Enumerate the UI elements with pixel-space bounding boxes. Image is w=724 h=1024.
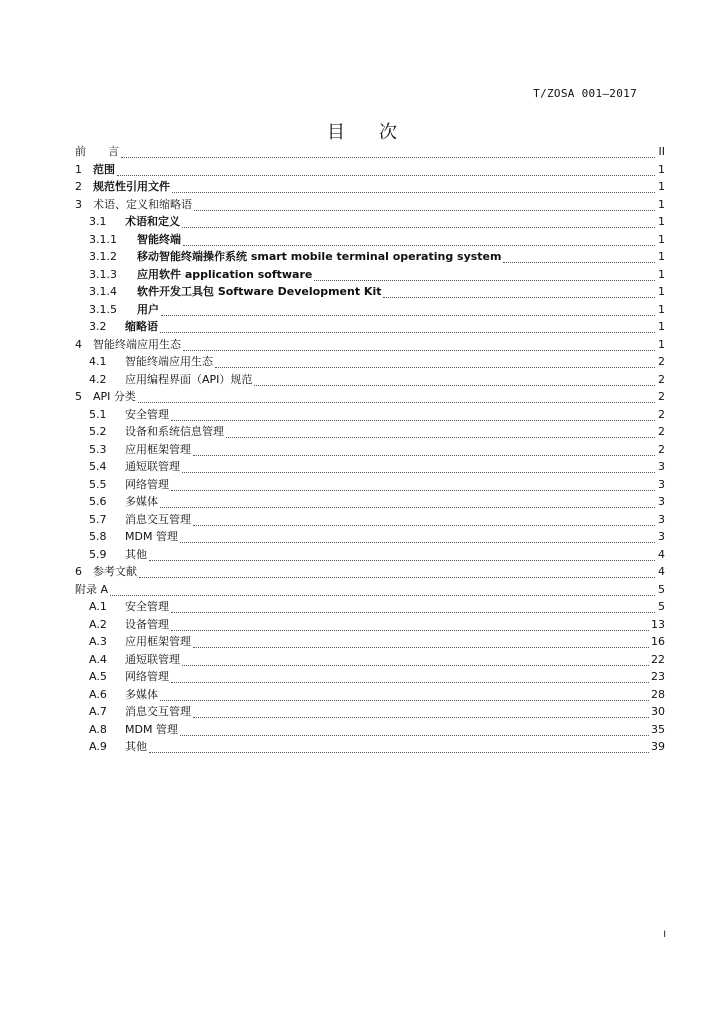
toc-entry-title: 智能终端应用生态 — [125, 355, 213, 368]
toc-leader-dots — [110, 587, 655, 596]
toc-leader-dots — [193, 517, 655, 526]
toc-entry-number: A.4 — [89, 652, 107, 666]
toc-entry-number: 4.1 — [89, 355, 107, 368]
toc-entry-number: A.9 — [89, 740, 107, 753]
toc-leader-dots — [121, 149, 655, 158]
toc-leader-dots — [183, 342, 655, 351]
toc-leader-dots — [171, 674, 649, 683]
toc-leader-dots — [194, 202, 655, 211]
toc-entry-page: II — [658, 145, 665, 158]
toc-entry-title: 消息交互管理 — [125, 705, 191, 718]
toc-entry-page: 5 — [658, 600, 665, 613]
toc-leader-dots — [160, 692, 649, 701]
toc-entry-number: 5.1 — [89, 407, 107, 421]
toc-entry-number: A.1 — [89, 600, 107, 613]
toc-entry-number: 5.7 — [89, 512, 107, 526]
toc-entry[interactable] — [75, 388, 665, 406]
page-number: I — [663, 930, 666, 940]
toc-leader-dots — [171, 412, 655, 421]
toc-entry-title: 参考文献 — [93, 565, 137, 578]
toc-entry[interactable] — [75, 651, 665, 669]
toc-entry-title: 软件开发工具包 Software Development Kit — [137, 285, 382, 298]
toc-entry-page: 23 — [651, 670, 665, 683]
toc-leader-dots — [503, 254, 655, 263]
toc-entry-page: 1 — [658, 337, 665, 351]
toc-entry-page: 1 — [658, 180, 665, 193]
toc-entry-number: A.2 — [89, 617, 107, 631]
table-of-contents — [75, 143, 665, 756]
toc-entry-page: 22 — [651, 652, 665, 666]
toc-entry-number: 3.1.4 — [89, 285, 117, 298]
toc-entry[interactable] — [75, 178, 665, 196]
toc-entry[interactable] — [75, 493, 665, 511]
toc-entry-number: 5.4 — [89, 460, 107, 473]
toc-leader-dots — [171, 482, 655, 491]
toc-leader-dots — [149, 552, 655, 561]
toc-entry-title: API 分类 — [93, 390, 136, 403]
toc-entry-page: 3 — [658, 460, 665, 473]
toc-entry[interactable] — [75, 353, 665, 371]
toc-entry-page: 1 — [658, 302, 665, 316]
toc-entry-number: A.8 — [89, 722, 107, 736]
toc-entry[interactable] — [75, 371, 665, 389]
toc-entry-title: 安全管理 — [125, 407, 169, 421]
toc-entry-page: 3 — [658, 477, 665, 491]
toc-entry-title: 术语和定义 — [125, 215, 180, 228]
toc-entry-number: 3.1 — [89, 215, 107, 228]
toc-entry[interactable] — [75, 703, 665, 721]
toc-leader-dots — [226, 429, 655, 438]
toc-entry[interactable] — [75, 528, 665, 546]
toc-leader-dots — [117, 167, 655, 176]
toc-entry-page: 1 — [658, 285, 665, 298]
toc-entry-page: 1 — [658, 215, 665, 228]
toc-entry[interactable] — [75, 248, 665, 266]
toc-leader-dots — [182, 219, 655, 228]
toc-entry-title: 网络管理 — [125, 477, 169, 491]
toc-leader-dots — [149, 744, 649, 753]
toc-leader-dots — [193, 709, 649, 718]
toc-entry-page: 1 — [658, 267, 665, 281]
toc-entry[interactable] — [75, 336, 665, 354]
toc-entry[interactable] — [75, 213, 665, 231]
toc-entry-page: 5 — [658, 582, 665, 596]
toc-entry[interactable] — [75, 423, 665, 441]
toc-leader-dots — [138, 394, 655, 403]
toc-entry-title: 应用框架管理 — [125, 635, 191, 648]
toc-entry-number: 3.1.2 — [89, 250, 117, 263]
toc-entry-title: 消息交互管理 — [125, 512, 191, 526]
toc-leader-dots — [215, 359, 655, 368]
toc-entry[interactable] — [75, 581, 665, 599]
toc-leader-dots — [314, 272, 655, 281]
toc-leader-dots — [171, 604, 655, 613]
toc-entry-title: 应用软件 application software — [137, 267, 313, 281]
toc-entry-page: 2 — [658, 390, 665, 403]
toc-entry[interactable] — [75, 598, 665, 616]
toc-entry-number: 4 — [75, 337, 82, 351]
toc-entry-number: 3 — [75, 197, 82, 211]
toc-entry-page: 13 — [651, 617, 665, 631]
toc-leader-dots — [160, 499, 655, 508]
toc-entry-page: 2 — [658, 407, 665, 421]
toc-entry-title: 其他 — [125, 740, 147, 753]
toc-entry-page: 3 — [658, 530, 665, 543]
toc-entry[interactable] — [75, 546, 665, 564]
toc-entry-page: 2 — [658, 372, 665, 386]
toc-entry-page: 1 — [658, 197, 665, 211]
toc-leader-dots — [171, 622, 649, 631]
toc-entry-page: 1 — [658, 162, 665, 176]
toc-entry-title: 通短联管理 — [125, 460, 180, 473]
toc-leader-dots — [193, 447, 655, 456]
toc-entry[interactable] — [75, 161, 665, 179]
toc-entry[interactable] — [75, 458, 665, 476]
toc-leader-dots — [183, 237, 655, 246]
toc-entry[interactable] — [75, 301, 665, 319]
toc-entry-title: 应用框架管理 — [125, 442, 191, 456]
toc-entry-page: 2 — [658, 442, 665, 456]
toc-entry-number: 5.6 — [89, 495, 107, 508]
toc-entry-page: 35 — [651, 722, 665, 736]
document-code: T/ZOSA 001—2017 — [533, 87, 637, 100]
toc-entry-page: 3 — [658, 495, 665, 508]
toc-leader-dots — [180, 534, 655, 543]
toc-entry-title: 多媒体 — [125, 495, 158, 508]
toc-entry-page: 1 — [658, 250, 665, 263]
toc-entry-title: 附录 A — [75, 582, 109, 596]
toc-entry-title: 范围 — [93, 162, 115, 176]
toc-entry-title: 通短联管理 — [125, 652, 180, 666]
toc-entry[interactable] — [75, 721, 665, 739]
toc-leader-dots — [182, 464, 655, 473]
toc-leader-dots — [180, 727, 649, 736]
toc-entry-title: 缩略语 — [125, 320, 158, 333]
toc-entry-page: 39 — [651, 740, 665, 753]
toc-entry-page: 16 — [651, 635, 665, 648]
toc-entry-title: 用户 — [137, 302, 159, 316]
toc-leader-dots — [160, 324, 655, 333]
toc-entry[interactable] — [75, 686, 665, 704]
toc-entry-page: 1 — [658, 232, 665, 246]
toc-leader-dots — [383, 289, 655, 298]
toc-entry-number: 5 — [75, 390, 82, 403]
toc-entry-number: 4.2 — [89, 372, 107, 386]
toc-entry-title: 规范性引用文件 — [93, 180, 170, 193]
toc-entry[interactable] — [75, 266, 665, 284]
toc-entry[interactable] — [75, 511, 665, 529]
toc-entry-number: A.6 — [89, 687, 107, 701]
toc-entry-number: A.3 — [89, 635, 107, 648]
toc-entry-number: 5.9 — [89, 547, 107, 561]
toc-entry[interactable] — [75, 406, 665, 424]
toc-leader-dots — [139, 569, 655, 578]
toc-entry[interactable] — [75, 738, 665, 756]
toc-entry-title: 其他 — [125, 547, 147, 561]
toc-entry-number: 5.8 — [89, 530, 107, 543]
toc-entry-number: 1 — [75, 162, 82, 176]
toc-entry[interactable] — [75, 196, 665, 214]
toc-entry-number: 2 — [75, 180, 82, 193]
toc-entry-number: 3.1.5 — [89, 302, 117, 316]
toc-entry[interactable] — [75, 616, 665, 634]
toc-entry-title: 前 言 — [75, 145, 119, 158]
toc-entry[interactable] — [75, 318, 665, 336]
toc-entry[interactable] — [75, 476, 665, 494]
toc-entry-number: 3.2 — [89, 320, 107, 333]
toc-entry-page: 2 — [658, 425, 665, 438]
toc-leader-dots — [161, 307, 655, 316]
toc-entry-title: MDM 管理 — [125, 722, 178, 736]
toc-entry-number: 5.5 — [89, 477, 107, 491]
toc-entry-title: 多媒体 — [125, 687, 158, 701]
toc-entry-page: 4 — [658, 547, 665, 561]
toc-entry[interactable] — [75, 633, 665, 651]
page-title: 目次 — [327, 122, 431, 143]
toc-entry[interactable] — [75, 668, 665, 686]
toc-entry-title: 术语、定义和缩略语 — [93, 197, 192, 211]
toc-entry-number: 5.3 — [89, 442, 107, 456]
toc-leader-dots — [254, 377, 655, 386]
toc-entry-title: 应用编程界面（API）规范 — [125, 372, 253, 386]
toc-entry-title: 移动智能终端操作系统 smart mobile terminal operating system — [137, 250, 502, 263]
toc-entry-page: 28 — [651, 687, 665, 701]
toc-entry-number: A.5 — [89, 670, 107, 683]
toc-leader-dots — [182, 657, 649, 666]
toc-entry-title: MDM 管理 — [125, 530, 178, 543]
toc-entry-number: 6 — [75, 565, 82, 578]
toc-entry-page: 30 — [651, 705, 665, 718]
toc-entry-number: 3.1.1 — [89, 232, 117, 246]
toc-leader-dots — [172, 184, 655, 193]
toc-entry-page: 3 — [658, 512, 665, 526]
toc-entry-number: 3.1.3 — [89, 267, 117, 281]
toc-entry-title: 设备管理 — [125, 617, 169, 631]
toc-entry-title: 智能终端应用生态 — [93, 337, 181, 351]
toc-entry[interactable] — [75, 563, 665, 581]
toc-entry-page: 2 — [658, 355, 665, 368]
toc-entry-page: 1 — [658, 320, 665, 333]
toc-entry-title: 网络管理 — [125, 670, 169, 683]
toc-entry-title: 设备和系统信息管理 — [125, 425, 224, 438]
toc-entry[interactable] — [75, 441, 665, 459]
toc-entry[interactable] — [75, 283, 665, 301]
toc-leader-dots — [193, 639, 649, 648]
toc-entry-number: 5.2 — [89, 425, 107, 438]
toc-entry-title: 安全管理 — [125, 600, 169, 613]
toc-entry-title: 智能终端 — [137, 232, 181, 246]
toc-entry[interactable] — [75, 231, 665, 249]
toc-entry-page: 4 — [658, 565, 665, 578]
toc-entry-number: A.7 — [89, 705, 107, 718]
toc-entry[interactable] — [75, 143, 665, 161]
